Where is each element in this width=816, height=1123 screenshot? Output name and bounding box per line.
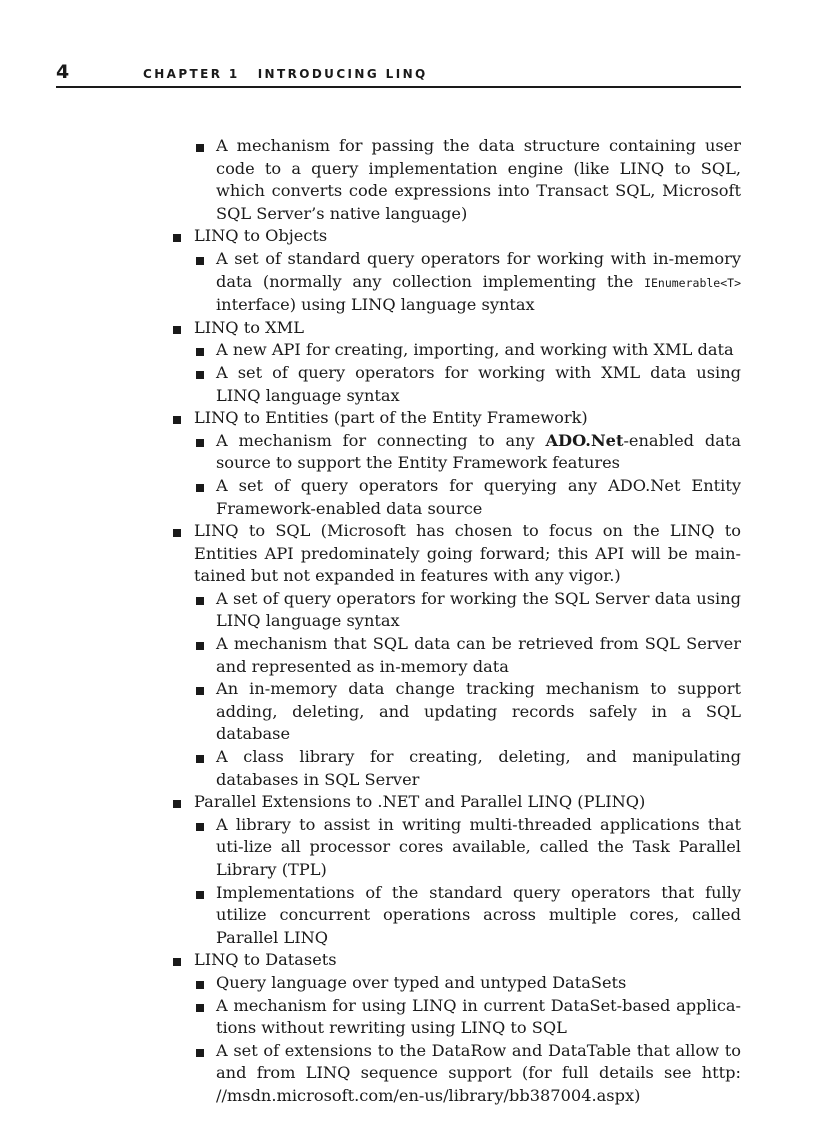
chapter-title: INTRODUCING LINQ [257, 67, 428, 81]
list-item: LINQ to Datasets [172, 949, 741, 972]
bullet-icon [196, 823, 204, 831]
sub-list-item: A set of extensions to the DataRow and DataTable that allow to and from LINQ sequence support (for full details see http: //msdn.microsoft.com/en-us/library/bb387004.aspx) [172, 1040, 741, 1108]
bullet-icon [173, 234, 181, 242]
bullet-icon [173, 326, 181, 334]
running-header [56, 62, 741, 88]
sub-list-item: A set of query operators for querying any ADO.Net Entity Framework-enabled data source [172, 475, 741, 520]
bullet-icon [173, 958, 181, 966]
bullet-icon [196, 597, 204, 605]
sub-list-item: A set of standard query operators for working with in-memory data (normally any collection implementing the IEnumerable<T> interface) using LINQ language syntax [172, 248, 741, 317]
list-item: LINQ to Objects [172, 225, 741, 248]
bullet-icon [196, 439, 204, 447]
sub-list-item: An in-memory data change tracking mechanism to support adding, deleting, and updating records safely in a SQL database [172, 678, 741, 746]
bullet-icon [196, 257, 204, 265]
bullet-list [172, 135, 741, 1108]
bullet-icon [196, 1004, 204, 1012]
bullet-icon [173, 800, 181, 808]
bold-term: ADO.Net [545, 430, 624, 450]
list-item: LINQ to XML [172, 317, 741, 340]
bullet-icon [196, 371, 204, 379]
bullet-icon [196, 642, 204, 650]
bullet-icon [196, 144, 204, 152]
sub-list-item: A new API for creating, importing, and working with XML data [172, 339, 741, 362]
sub-list-item: A mechanism for passing the data structure containing user code to a query implementation engine (like LINQ to SQL, which converts code expressions into Transact SQL, Microsoft SQL Server’s native language) [172, 135, 741, 225]
sub-list-item: A set of query operators for working with XML data using LINQ language syntax [172, 362, 741, 407]
bullet-icon [196, 1049, 204, 1057]
bullet-icon [196, 687, 204, 695]
page-number: 4 [56, 61, 70, 83]
chapter-heading [143, 67, 428, 81]
bullet-icon [196, 755, 204, 763]
sub-list-item: A mechanism for using LINQ in current DataSet-based applica-tions without rewriting using LINQ to SQL [172, 995, 741, 1040]
sub-list-item: Implementations of the standard query operators that fully utilize concurrent operations across multiple cores, called Parallel LINQ [172, 882, 741, 950]
bullet-icon [196, 891, 204, 899]
sub-list-item: A class library for creating, deleting, and manipulating databases in SQL Server [172, 746, 741, 791]
sub-list-item: A set of query operators for working the SQL Server data using LINQ language syntax [172, 588, 741, 633]
bullet-icon [196, 981, 204, 989]
bullet-icon [173, 529, 181, 537]
sub-list-item: A mechanism that SQL data can be retrieved from SQL Server and represented as in-memory data [172, 633, 741, 678]
sub-list-item: A mechanism for connecting to any ADO.Net-enabled data source to support the Entity Framework features [172, 430, 741, 475]
code-identifier: IEnumerable<T> [644, 275, 741, 290]
list-item: LINQ to SQL (Microsoft has chosen to focus on the LINQ to Entities API predominately going forward; this API will be main-tained but not expanded in features with any vigor.) [172, 520, 741, 588]
bullet-icon [196, 484, 204, 492]
sub-list-item: A library to assist in writing multi-threaded applications that uti-lize all processor cores available, called the Task Parallel Library (TPL) [172, 814, 741, 882]
bullet-icon [173, 416, 181, 424]
sub-list-item: Query language over typed and untyped DataSets [172, 972, 741, 995]
chapter-label: CHAPTER 1 [143, 67, 240, 81]
list-item: LINQ to Entities (part of the Entity Framework) [172, 407, 741, 430]
list-item: Parallel Extensions to .NET and Parallel LINQ (PLINQ) [172, 791, 741, 814]
bullet-icon [196, 348, 204, 356]
